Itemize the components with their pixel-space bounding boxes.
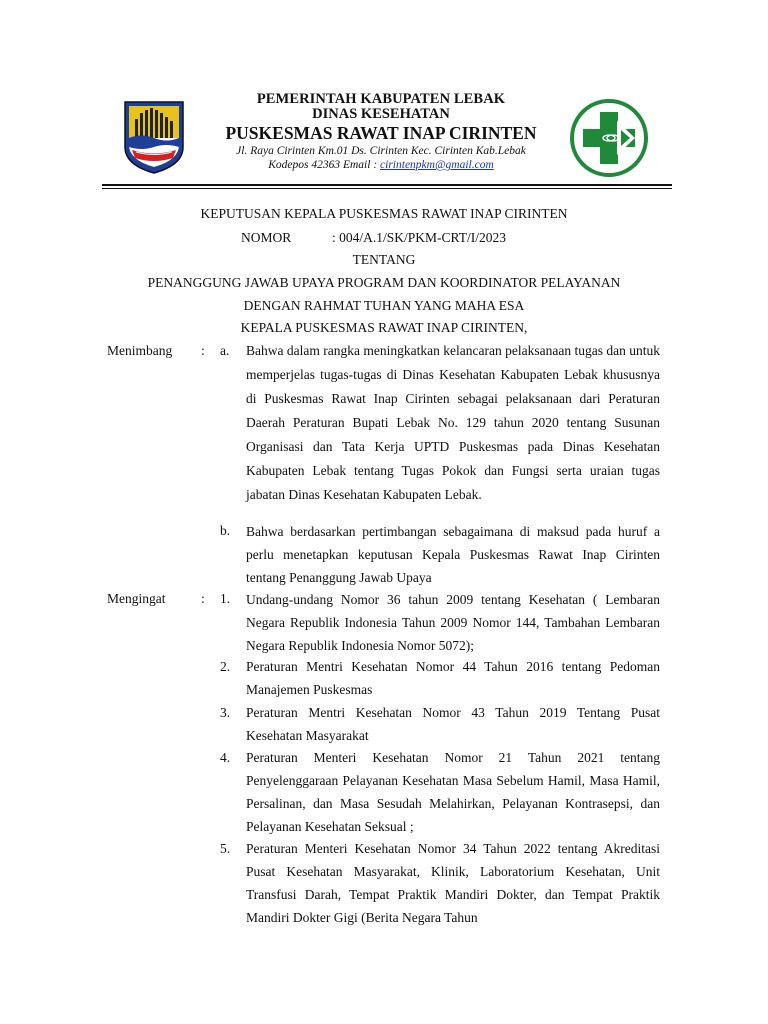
menimbang-label: Menimbang [107,343,173,358]
head-line: KEPALA PUSKESMAS RAWAT INAP CIRINTEN, [240,320,528,335]
mengingat-colon: : [201,591,205,606]
decision-heading: KEPUTUSAN KEPALA PUSKESMAS RAWAT INAP CIRINTEN [200,206,568,221]
menimbang-item-b-text: Bahwa berdasarkan pertimbangan sebagaimana di maksud pada huruf a perlu menetapkan keputusan Kepala Puskesmas Rawat Inap Cirinten tentang Penanggung Jawab Upaya [246,524,660,585]
grace-line: DENGAN RAHMAT TUHAN YANG MAHA ESA [243,298,525,313]
mengingat-item-5-text: Peraturan Menteri Kesehatan Nomor 34 Tahun 2022 tentang Akreditasi Pusat Kesehatan Masyarakat, Klinik, Laboratorium Kesehatan, Unit Transfusi Darah, Tempat Praktik Mandiri Dokter, dan Tempat Praktik Mandiri Dokter Gigi (Berita Negara Tahun [246,841,660,925]
menimbang-item-a-text: Bahwa dalam rangka meningkatkan kelancaran pelaksanaan tugas dan untuk memperjelas tugas-tugas di Dinas Kesehatan Kabupaten Lebak khususnya di Puskesmas Rawat Inap Cirinten sebagai pelaksanaan dari Peraturan Daerah Peraturan Bupati Lebak No. 129 tahun 2020 tentang Susunan Organisasi dan Tata Kerja UPTD Puskesmas pada Dinas Kesehatan Kabupaten Lebak tentang Tugas Pokok dan Fungsi serta uraian tugas jabatan Dinas Kesehatan Kabupaten Lebak. [246,343,660,502]
letterhead-rule-thin [102,188,672,189]
decree-number-value: : 004/A.1/SK/PKM-CRT/I/2023 [332,230,506,245]
menimbang-item-b-mark: b. [220,523,231,538]
mengingat-item-3-mark: 3. [220,705,231,720]
mengingat-item-1-text: Undang-undang Nomor 36 tahun 2009 tentang Kesehatan ( Lembaran Negara Republik Indonesia Tahun 2009 Nomor 144, Tambahan Lembaran Negara Republik Indonesia Nomor 5072); [246,592,660,653]
government-name: PEMERINTAH KABUPATEN LEBAK [256,91,506,107]
kabupaten-lebak-emblem-icon [121,99,187,175]
menimbang-item-a-mark: a. [220,343,230,358]
puskesmas-logo-icon [566,97,654,177]
mengingat-item-4-mark: 4. [220,750,231,765]
email-link[interactable]: cirintenpkm@gmail.com [380,159,494,171]
decision-subject: PENANGGUNG JAWAB UPAYA PROGRAM DAN KOORDINATOR PELAYANAN [147,275,621,290]
contact-line [200,158,562,172]
menimbang-colon: : [201,343,205,358]
mengingat-item-1-mark: 1. [220,591,231,606]
mengingat-item-5-mark: 5. [220,841,231,856]
postal-code-label: Kodepos 42363 Email : [268,159,381,171]
decree-number-label: NOMOR [241,230,292,245]
institution-name: PUSKESMAS RAWAT INAP CIRINTEN [225,123,537,143]
mengingat-item-2-mark: 2. [220,659,231,674]
mengingat-label: Mengingat [107,591,166,606]
address-line: Jl. Raya Cirinten Km.01 Ds. Cirinten Kec. Cirinten Kab.Lebak [236,145,526,157]
mengingat-item-3-text: Peraturan Mentri Kesehatan Nomor 43 Tahun 2019 Tentang Pusat Kesehatan Masyarakat [246,705,660,743]
mengingat-item-2-text: Peraturan Mentri Kesehatan Nomor 44 Tahun 2016 tentang Pedoman Manajemen Puskesmas [246,659,660,697]
mengingat-item-4-text: Peraturan Menteri Kesehatan Nomor 21 Tahun 2021 tentang Penyelenggaraan Pelayanan Kesehatan Masa Sebelum Hamil, Masa Hamil, Persalinan, dan Masa Sesudah Melahirkan, Pelayanan Kontrasepsi, dan Pelayanan Kesehatan Seksual ; [246,750,660,834]
letterhead [200,92,562,172]
tentang-heading: TENTANG [352,252,416,267]
department-name: DINAS KESEHATAN [312,106,450,122]
letterhead-rule-thick [102,184,672,186]
